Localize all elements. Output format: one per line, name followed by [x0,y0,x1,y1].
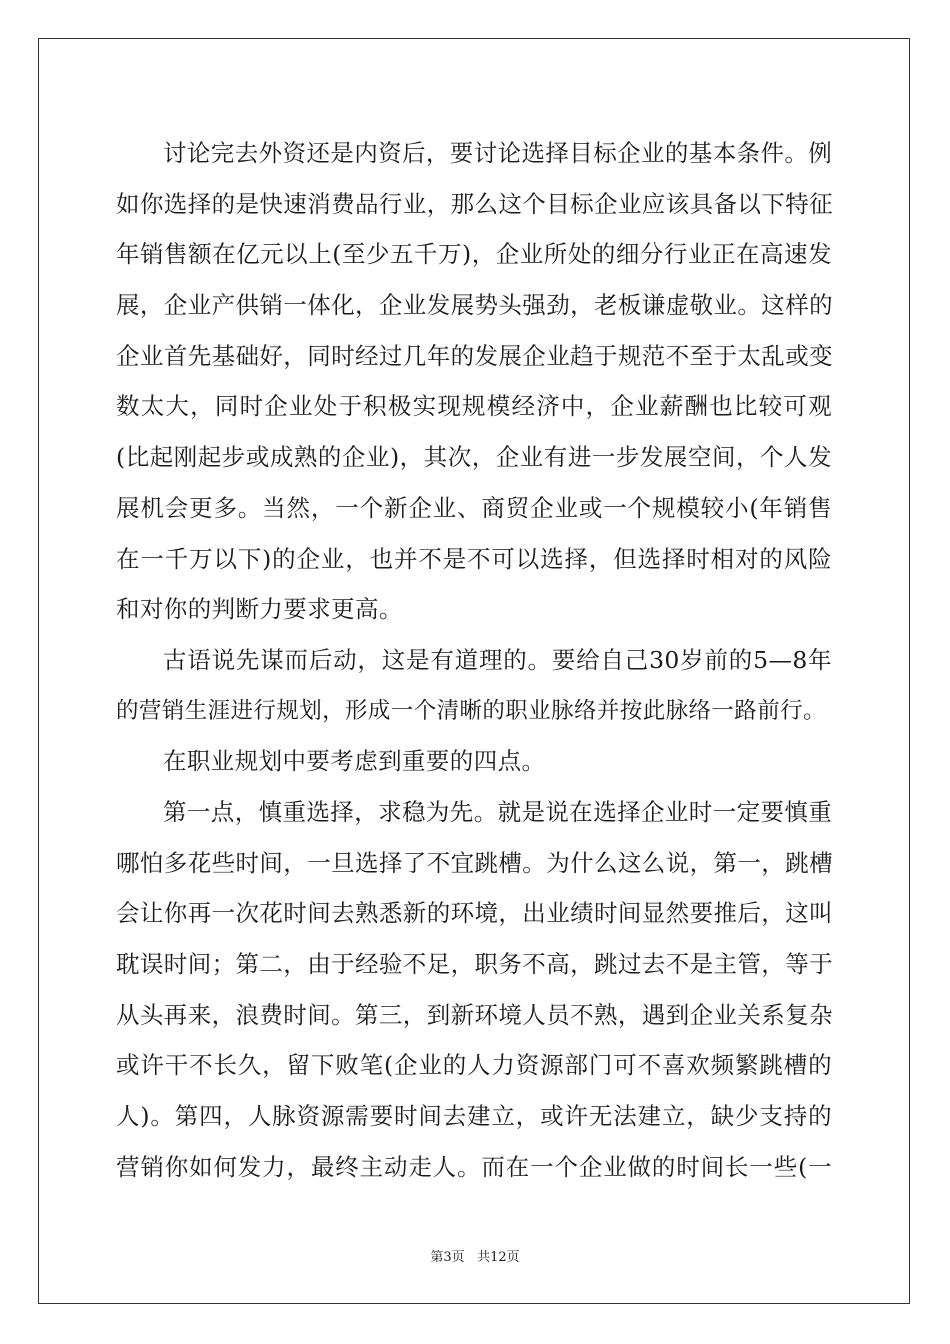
paragraph-1-line-10: 和对你的判断力要求更高。 [116,595,403,624]
paragraph-1-line-4: 展，企业产供销一体化，企业发展势头强劲，老板谦虚敬业。这样的 [116,291,833,320]
paragraph-2-line-2: 的营销生涯进行规划，形成一个清晰的职业脉络并按此脉络一路前行。 [116,697,826,724]
page-number: 第3页 [430,1250,465,1265]
paragraph-2-line-1: 古语说先谋而后动，这是有道理的。要给自己30岁前的5—8年 [163,645,832,674]
paragraph-4-line-3: 会让你再一次花时间去熟悉新的环境，出业绩时间显然要推后，这叫 [116,899,833,928]
paragraph-1-line-2: 如你选择的是快速消费品行业，那么这个目标企业应该具备以下特征 [116,189,833,218]
paragraph-1-line-9: 在一千万以下)的企业，也并不是不可以选择，但选择时相对的风险 [116,544,832,573]
paragraph-1-line-5: 企业首先基础好，同时经过几年的发展企业趋于规范不至于太乱或变 [116,341,833,370]
paragraph-4-line-1: 第一点，慎重选择，求稳为先。就是说在选择企业时一定要慎重 [163,797,833,826]
paragraph-4-line-2: 哪怕多花些时间，一旦选择了不宜跳槽。为什么这么说，第一，跳槽 [116,848,833,877]
document-body [116,128,832,1192]
paragraph-1-line-6: 数太大，同时企业处于积极实现规模经济中，企业薪酬也比较可观 [116,392,832,421]
paragraph-4-line-8: 营销你如何发力，最终主动走人。而在一个企业做的时间长一些(一 [116,1152,832,1181]
paragraph-3-line-1: 在职业规划中要考虑到重要的四点。 [163,747,546,776]
paragraph-1-line-7: (比起刚起步或成熟的企业)，其次，企业有进一步发展空间，个人发 [116,443,832,472]
page-total: 共12页 [477,1250,520,1265]
paragraph-1-line-8: 展机会更多。当然，一个新企业、商贸企业或一个规模较小(年销售 [116,493,832,522]
paragraph-4-line-5: 从头再来，浪费时间。第三，到新环境人员不熟，遇到企业关系复杂 [116,1000,833,1029]
paragraph-1-line-1: 讨论完去外资还是内资后，要讨论选择目标企业的基本条件。例 [163,139,833,167]
paragraph-4-line-7: 人)。第四，人脉资源需要时间去建立，或许无法建立，缺少支持的 [116,1102,832,1131]
paragraph-4-line-4: 耽误时间；第二，由于经验不足，职务不高，跳过去不是主管，等于 [116,950,833,978]
paragraph-1-line-3: 年销售额在亿元以上(至少五千万)，企业所处的细分行业正在高速发 [116,240,832,269]
page-footer [0,1246,950,1265]
paragraph-4-line-6: 或许干不长久，留下败笔(企业的人力资源部门可不喜欢频繁跳槽的 [116,1051,832,1080]
